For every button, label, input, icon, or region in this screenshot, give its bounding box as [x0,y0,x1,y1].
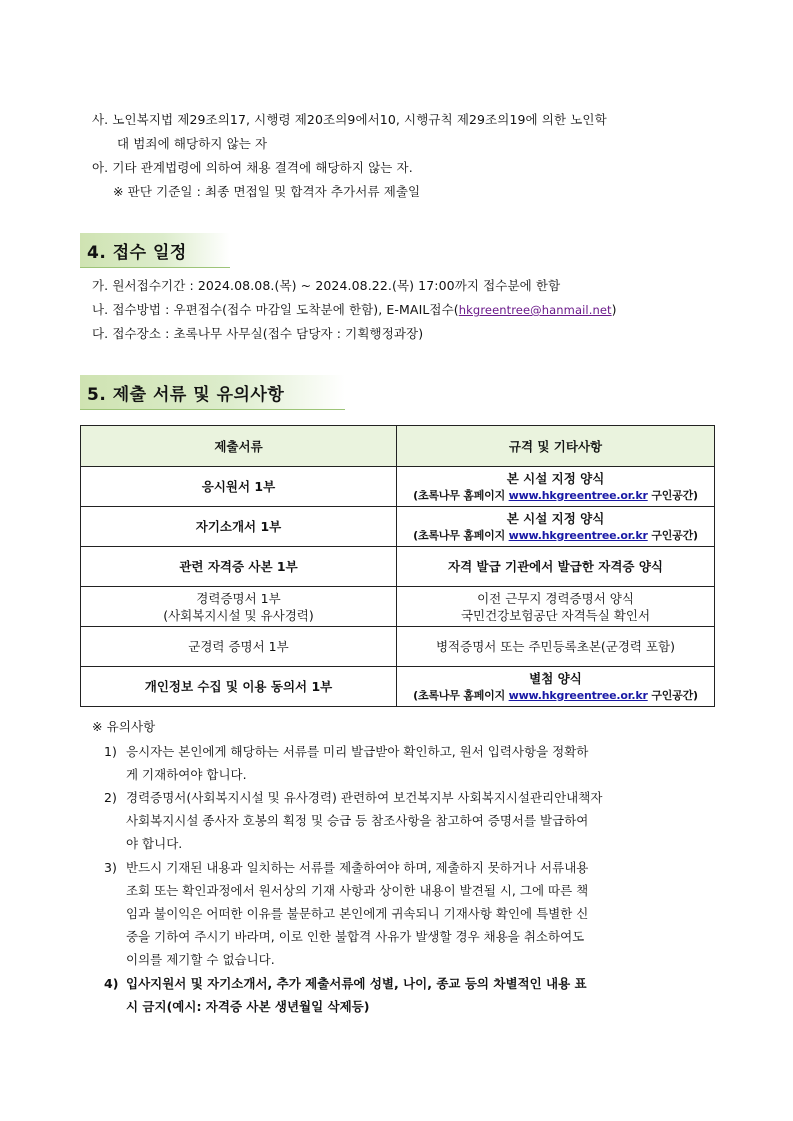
spec-sub [401,487,710,504]
spec-sub-post: 구인공간) [647,688,698,702]
spec-sub [401,527,710,544]
spec-cell [397,467,715,507]
note-number: 3) [104,860,117,875]
item-text: 기타 관계법령에 의하여 채용 결격에 해당하지 않는 자. [112,160,413,175]
section-title: 5. 제출 서류 및 유의사항 [87,384,285,405]
notes-title: ※ 유의사항 [92,719,156,734]
item-marker: 가. [92,278,109,293]
column-header-documents: 제출서류 [81,426,397,467]
table-row [81,547,715,587]
note-number: 1) [104,744,117,759]
homepage-link[interactable]: www.hkgreentree.or.kr [508,688,648,702]
eligibility-item-sa [92,112,607,128]
table-row [81,467,715,507]
note-text [126,856,588,971]
table-row [81,507,715,547]
spec-main: 별첨 양식 [529,670,582,686]
note-line: 시 금지(예시: 자격증 사본 생년월일 삭제등) [126,999,370,1014]
homepage-link[interactable]: www.hkgreentree.or.kr [508,488,648,502]
doc-cell: 군경력 증명서 1부 [81,627,397,667]
spec-sub-pre: (초록나무 홈페이지 [413,528,509,542]
item-text: 접수방법 : 우편접수(접수 마감일 도착분에 한함), E-MAIL접수( [112,302,459,317]
spec-sub [401,687,710,704]
note-number: 2) [104,790,117,805]
spec-cell: 자격 발급 기관에서 발급한 자격증 양식 [397,547,715,587]
eligibility-note: ※ 판단 기준일 : 최종 면접일 및 합격자 추가서류 제출일 [113,184,421,199]
item-marker: 다. [92,326,109,341]
note-text [126,972,587,1018]
item-text: 노인복지법 제29조의17, 시행령 제20조의9에서10, 시행규칙 제29조의19에 의한 노인학 [112,112,607,127]
note-line: 게 기재하여야 합니다. [126,767,247,782]
doc-cell: 자기소개서 1부 [81,507,397,547]
note-line: 야 합니다. [126,836,183,851]
section-5-heading [80,375,345,410]
item-marker: 나. [92,302,109,317]
homepage-link[interactable]: www.hkgreentree.or.kr [508,528,648,542]
note-line: 응시자는 본인에게 해당하는 서류를 미리 발급받아 확인하고, 원서 입력사항을 정확하 [126,744,589,759]
item-marker: 사. [92,112,109,127]
doc-main: 경력증명서 1부 [196,590,281,606]
note-line: 반드시 기재된 내용과 일치하는 서류를 제출하여야 하며, 제출하지 못하거나 서류내용 [126,860,589,875]
item-text-close: ) [611,302,617,317]
spec-main: 본 시설 지정 양식 [506,510,605,526]
item-marker: 아. [92,160,109,175]
note-number: 4) [104,976,119,991]
spec-sub-pre: (초록나무 홈페이지 [413,688,509,702]
note-line: 입사지원서 및 자기소개서, 추가 제출서류에 성별, 나이, 종교 등의 차별적인 내용 표 [126,976,587,991]
note-text [126,740,588,786]
spec-cell [397,507,715,547]
note-line: 경력증명서(사회복지시설 및 유사경력) 관련하여 보건복지부 사회복지시설관리안내책자 [126,790,603,805]
note-line: 이의를 제기할 수 없습니다. [126,952,275,967]
doc-cell: 응시원서 1부 [81,467,397,507]
note-item-emphasis [104,972,724,1018]
spec-cell [397,587,715,627]
eligibility-item-a [92,160,413,176]
spec-main: 본 시설 지정 양식 [506,470,605,486]
section-4-heading [80,233,230,268]
spec-sub: 국민건강보험공단 자격득실 확인서 [460,607,651,623]
note-line: 중을 기하여 주시기 바라며, 이로 인한 불합격 사유가 발생할 경우 채용을 취소하여도 [126,929,585,944]
note-item [104,786,724,855]
note-item [104,856,724,971]
table-header-row [81,426,715,467]
schedule-item-place [92,326,423,342]
section-title: 4. 접수 일정 [87,242,187,263]
table-row [81,667,715,707]
spec-cell: 병적증명서 또는 주민등록초본(군경력 포함) [397,627,715,667]
spec-sub-pre: (초록나무 홈페이지 [413,488,509,502]
table-row [81,627,715,667]
note-text [126,786,602,855]
doc-sub: (사회복지시설 및 유사경력) [163,607,314,623]
note-line: 임과 불이익은 어떠한 이유를 불문하고 본인에게 귀속되니 기재사항 확인에 특별한 신 [126,906,589,921]
schedule-item-period [92,278,560,294]
doc-cell [81,587,397,627]
doc-cell: 관련 자격증 사본 1부 [81,547,397,587]
note-line: 사회복지시설 종사자 호봉의 획정 및 승급 등 참조사항을 참고하여 증명서를 발급하여 [126,813,589,828]
spec-cell [397,667,715,707]
schedule-item-method [92,302,617,318]
note-item [104,740,724,786]
spec-sub-post: 구인공간) [647,488,698,502]
eligibility-item-sa-cont: 대 범죄에 해당하지 않는 자 [117,136,268,151]
spec-main: 이전 근무지 경력증명서 양식 [477,590,634,606]
column-header-spec: 규격 및 기타사항 [397,426,715,467]
item-text: 원서접수기간 : 2024.08.08.(목) ~ 2024.08.22.(목) 17:00까지 접수분에 한함 [112,278,561,293]
item-text: 접수장소 : 초록나무 사무실(접수 담당자 : 기획행정과장) [112,326,424,341]
doc-cell: 개인정보 수집 및 이용 동의서 1부 [81,667,397,707]
documents-table [80,425,715,707]
email-link[interactable]: hkgreentree@hanmail.net [458,303,612,317]
spec-sub-post: 구인공간) [647,528,698,542]
table-row [81,587,715,627]
note-line: 조회 또는 확인과정에서 원서상의 기재 사항과 상이한 내용이 발견될 시, 그에 따른 책 [126,883,589,898]
